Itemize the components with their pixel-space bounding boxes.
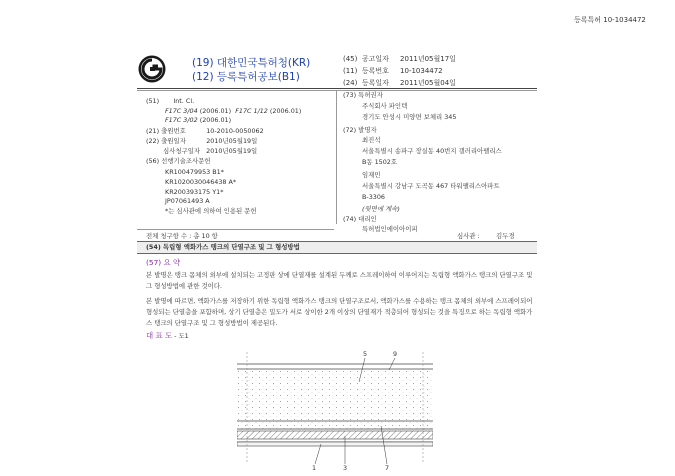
agent-name: 특허법인에이아이피 [362, 225, 418, 233]
representative-drawing-label: 대 표 도 - 도1 [146, 331, 189, 340]
pub-value: 2011년05월17일 [400, 55, 456, 63]
inventor-address: 서울특별시 강남구 도곡동 467 타워팰리스아파트 [362, 182, 500, 190]
figure-label-1: 1 [312, 464, 317, 472]
column-divider [336, 91, 337, 224]
prior-art-note: *는 심사관에 의하여 인용된 문헌 [165, 207, 257, 216]
pub-code: (24) [343, 79, 358, 87]
prior-art-item: KR200393175 Y1* [165, 187, 224, 196]
header-registration-number: 등록특허 10-1034472 [574, 16, 646, 24]
office-name: (19) 대한민국특허청(KR) [192, 57, 311, 69]
masthead-rule-thin [137, 90, 537, 91]
patentee-heading: (73) 특허권자 [343, 91, 383, 99]
pub-label: 등록일자 [361, 79, 389, 87]
application-number: (21) 출원번호 10-2010-0050062 [146, 127, 264, 135]
exam-request-date: 심사청구일자 2010년05월19일 [163, 147, 258, 155]
prior-art-item: KR100479953 B1* [165, 168, 224, 176]
inventor-1 [362, 136, 502, 169]
patentee-address: 경기도 안성시 미양면 보체리 345 [362, 113, 457, 121]
inventor-2 [362, 171, 500, 204]
prior-art-list [165, 168, 257, 217]
patentee-block [362, 102, 456, 124]
section-rule [137, 229, 334, 230]
ipc-row: F17C 3/02 (2006.01) [165, 116, 232, 124]
agent-heading: (74) 대리인 [343, 215, 377, 223]
masthead-rule [137, 88, 537, 89]
inventors-heading: (72) 발명자 [343, 126, 377, 134]
pub-label: 등록번호 [361, 67, 389, 75]
inventor-address: 서울특별시 송파구 장실동 40번지 갤러리아팰리스 [362, 147, 502, 155]
pub-value: 10-1034472 [400, 67, 443, 75]
abstract-paragraph-2: 본 발명에 따르면, 액화가스를 저장하기 위한 독립형 액화가스 탱크의 단열구조로서, 액화가스를 수용하는 탱크 몸체의 외부에 스프레이되어 형성되는 단열층을 포함하며, 상기 단열층은 밀도가 서로 상이한 2개 이상의 단열재가 적층되어 형성되는 것을 특징으로 하는 독립형 액화가스 탱크의 단열구조 및 그 형성방법이 제공된다. [146, 297, 533, 327]
publication-type: (12) 등록특허공보(B1) [192, 71, 300, 83]
representative-drawing-figure [237, 352, 433, 476]
kipo-logo-icon [137, 54, 167, 84]
title-rule-bottom [137, 253, 537, 254]
continued-note: (뒷면에 계속) [362, 205, 400, 213]
inventor-address: B동 1502호 [362, 158, 398, 166]
abstract-heading: (57) 요 약 [146, 258, 181, 267]
figure-label-9: 9 [393, 350, 398, 358]
int-cl-heading: (51) Int. Cl. [146, 97, 195, 105]
prior-art-item: JP07061493 A [165, 197, 210, 206]
prior-art-heading: (56) 선행기술조사문헌 [146, 157, 211, 165]
examiner-name: 김두경 [495, 232, 515, 240]
inventor-name: 임재민 [362, 171, 381, 179]
examiner: 심사관 : 김두경 [457, 232, 515, 240]
prior-art-item: KR1020030046438 A* [165, 177, 237, 186]
publication-info [343, 55, 456, 91]
pub-code: (11) [343, 67, 358, 75]
inventor-address: B-3306 [362, 193, 385, 201]
ipc-row: F17C 3/04 (2006.01) F17C 1/12 (2006.01) [165, 107, 302, 115]
pub-label: 공고일자 [361, 55, 389, 63]
figure-label-7: 7 [385, 464, 390, 472]
pub-value: 2011년05월04일 [400, 79, 456, 87]
patentee-name: 주식회사 파인텍 [362, 102, 408, 110]
figure-label-5: 5 [363, 350, 368, 358]
inventor-name: 최진석 [362, 136, 381, 144]
application-date: (22) 출원일자 2010년05월19일 [146, 137, 258, 145]
figure-label-3: 3 [343, 464, 348, 472]
pub-code: (45) [343, 55, 358, 63]
abstract-paragraph-1: 본 발명은 탱크 몸체의 외부에 설치되는 고정판 상에 단열재를 설계된 두께로 스프레이하여 이루어지는 독립형 액화가스 탱크의 단열구조 및 그 형성방법에 관한 것이다. [146, 271, 533, 290]
invention-title: (54) 독립형 액화가스 탱크의 단열구조 및 그 형성방법 [146, 243, 300, 251]
total-claims: 전체 청구항 수 : 총 10 항 [146, 232, 218, 240]
